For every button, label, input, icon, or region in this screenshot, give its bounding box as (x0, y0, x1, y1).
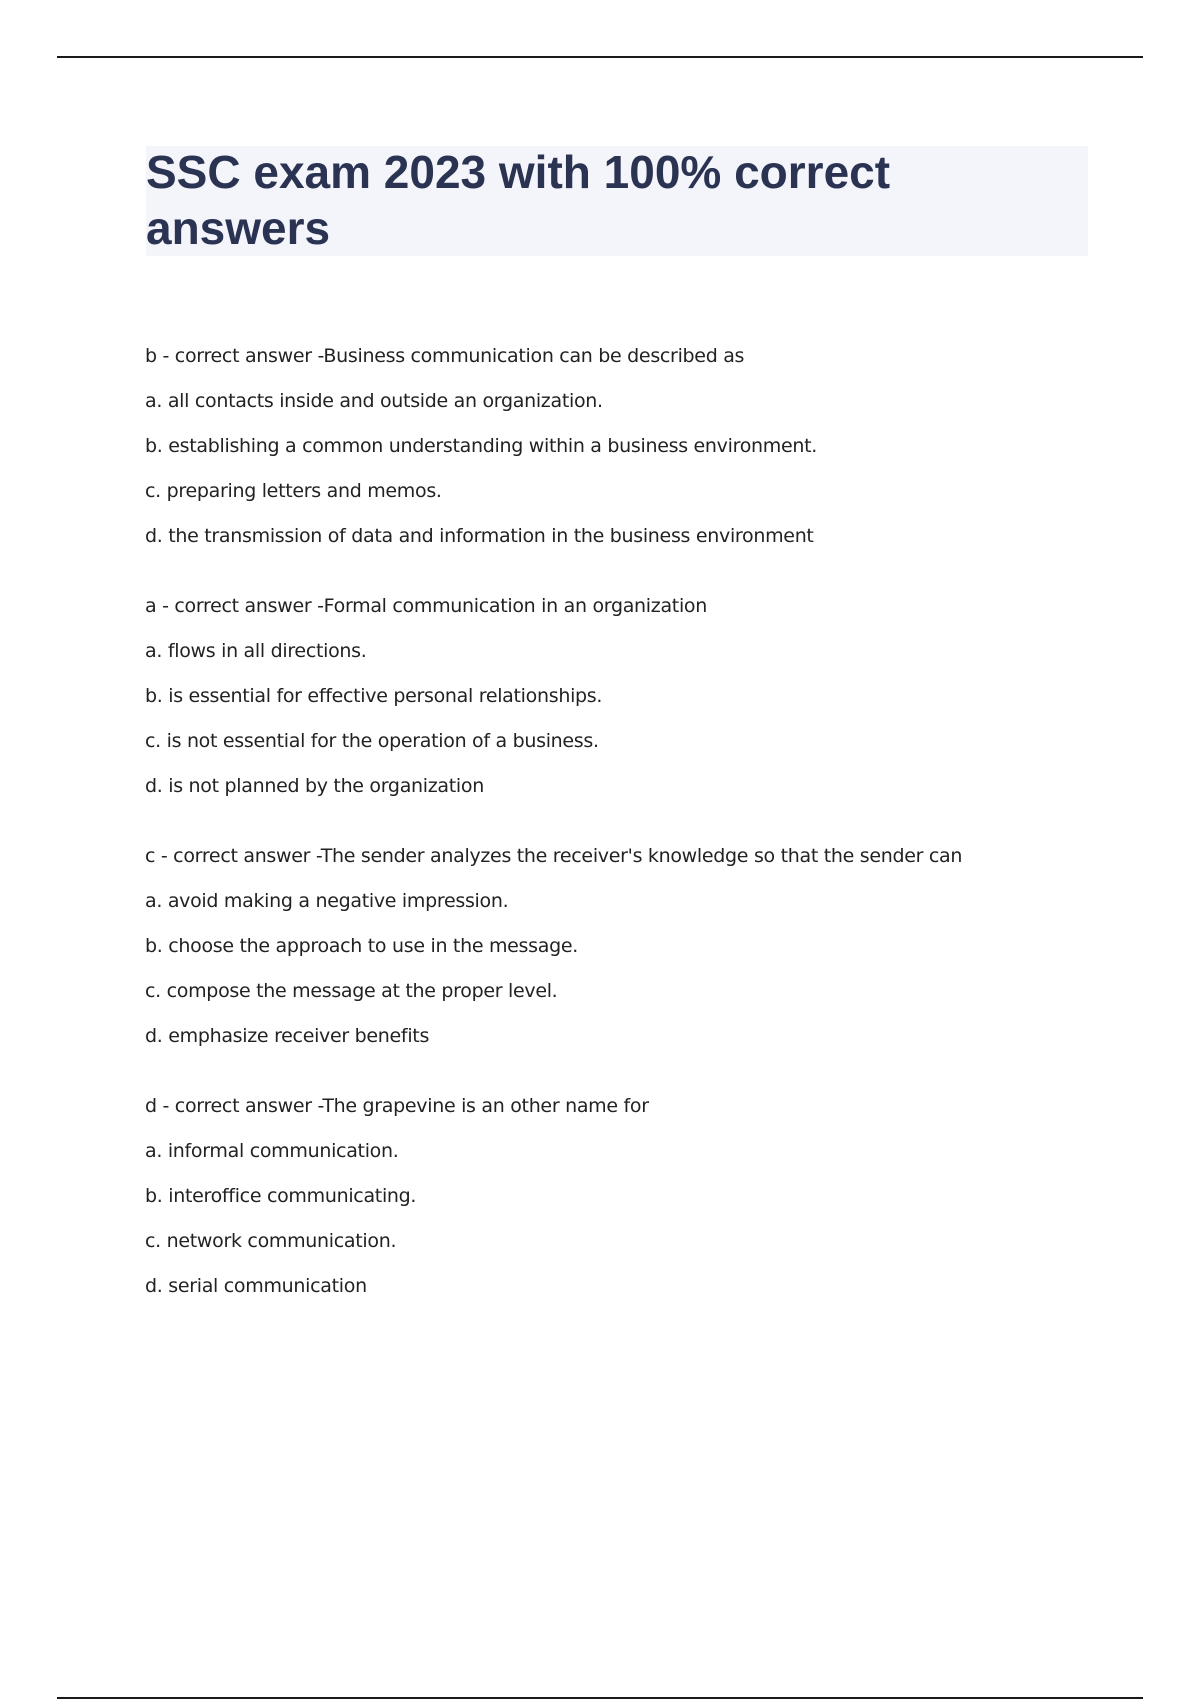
answer-option: d. emphasize receiver benefits (145, 1025, 430, 1047)
answer-option: b. interoffice communicating. (145, 1185, 417, 1207)
answer-option: b. establishing a common understanding within a business environment. (145, 435, 817, 457)
answer-option: d. the transmission of data and information in the business environment (145, 525, 814, 547)
answer-option: a. flows in all directions. (145, 640, 367, 662)
answer-option: d. is not planned by the organization (145, 775, 484, 797)
header-rule (57, 56, 1143, 58)
answer-option: a. avoid making a negative impression. (145, 890, 509, 912)
answer-option: d. serial communication (145, 1275, 367, 1297)
question-prompt: a - correct answer -Formal communication in an organization (145, 595, 707, 617)
question-block (145, 1094, 1105, 1298)
question-prompt: b - correct answer -Business communication can be described as (145, 345, 745, 367)
title-banner (146, 146, 1088, 256)
answer-option: c. compose the message at the proper level. (145, 980, 558, 1002)
footer-rule (57, 1697, 1143, 1699)
question-list (145, 344, 1105, 1344)
answer-option: c. network communication. (145, 1230, 397, 1252)
question-prompt: c - correct answer -The sender analyzes the receiver's knowledge so that the sender can (145, 845, 963, 867)
question-block (145, 594, 1105, 798)
question-prompt: d - correct answer -The grapevine is an other name for (145, 1095, 649, 1117)
answer-option: b. is essential for effective personal relationships. (145, 685, 603, 707)
answer-option: b. choose the approach to use in the message. (145, 935, 578, 957)
document-title: SSC exam 2023 with 100% correct answers (146, 146, 891, 254)
question-block (145, 344, 1105, 548)
answer-option: c. is not essential for the operation of a business. (145, 730, 599, 752)
answer-option: a. informal communication. (145, 1140, 399, 1162)
answer-option: c. preparing letters and memos. (145, 480, 442, 502)
question-block (145, 844, 1105, 1048)
answer-option: a. all contacts inside and outside an organization. (145, 390, 603, 412)
